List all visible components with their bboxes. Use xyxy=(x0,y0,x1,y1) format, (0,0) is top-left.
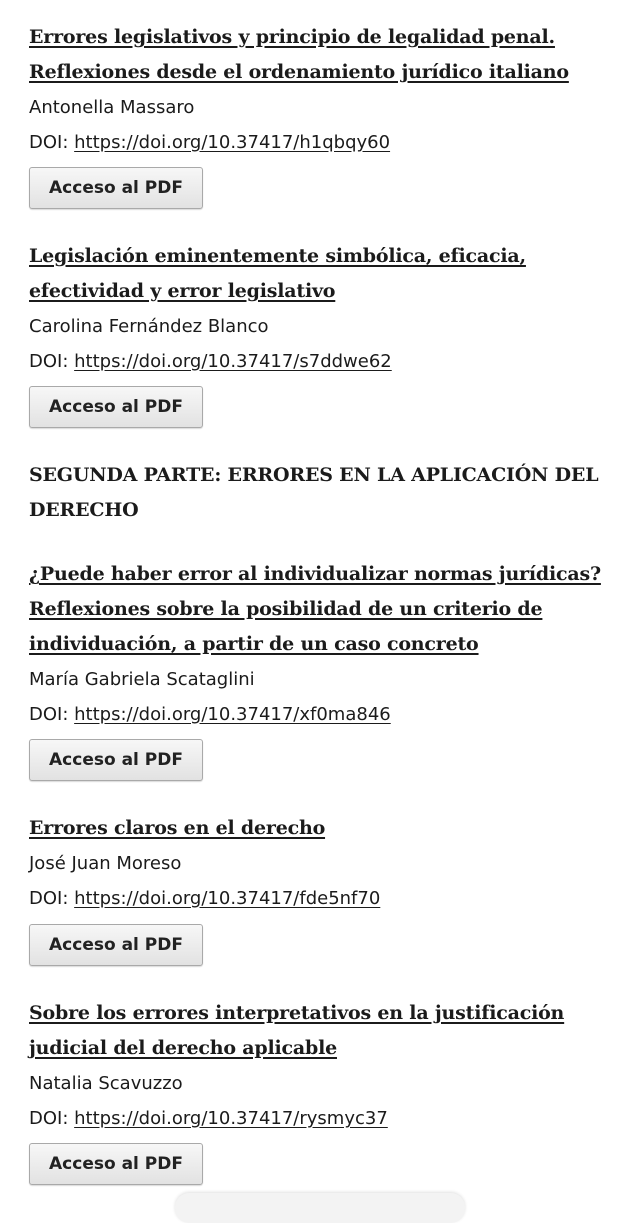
pdf-access-button[interactable]: Acceso al PDF xyxy=(29,1143,203,1185)
pdf-access-button[interactable]: Acceso al PDF xyxy=(29,924,203,966)
article-title-link[interactable]: Legislación eminentemente simbólica, eficacia, efectividad y error legislativo xyxy=(29,245,526,302)
browser-bottom-bar[interactable] xyxy=(175,1193,465,1223)
doi-line xyxy=(29,1101,609,1136)
pdf-access-button[interactable]: Acceso al PDF xyxy=(29,739,203,781)
doi-line xyxy=(29,881,609,916)
article-item xyxy=(29,557,609,732)
article-item xyxy=(29,20,609,160)
doi-link[interactable]: https://doi.org/10.37417/rysmyc37 xyxy=(74,1108,388,1129)
doi-link[interactable]: https://doi.org/10.37417/s7ddwe62 xyxy=(74,351,392,372)
article-title-link[interactable]: ¿Puede haber error al individualizar normas jurídicas? Reflexiones sobre la posibilidad de un criterio de individuación, a partir de un caso concreto xyxy=(29,563,601,655)
doi-label: DOI: xyxy=(29,351,69,372)
doi-label: DOI: xyxy=(29,1108,69,1129)
doi-link[interactable]: https://doi.org/10.37417/fde5nf70 xyxy=(74,888,381,909)
section-heading-block xyxy=(29,458,609,528)
pdf-access-button[interactable]: Acceso al PDF xyxy=(29,167,203,209)
doi-label: DOI: xyxy=(29,704,69,725)
doi-line xyxy=(29,125,609,160)
article-author: Natalia Scavuzzo xyxy=(29,1073,183,1094)
article-author: Carolina Fernández Blanco xyxy=(29,316,269,337)
article-title-link[interactable]: Sobre los errores interpretativos en la justificación judicial del derecho aplicable xyxy=(29,1002,565,1059)
article-title-link[interactable]: Errores legislativos y principio de legalidad penal. Reflexiones desde el ordenamiento jurídico italiano xyxy=(29,26,569,83)
pdf-access-button[interactable]: Acceso al PDF xyxy=(29,386,203,428)
article-author: María Gabriela Scataglini xyxy=(29,669,255,690)
doi-line xyxy=(29,344,609,379)
article-author: José Juan Moreso xyxy=(29,853,182,874)
doi-label: DOI: xyxy=(29,888,69,909)
doi-link[interactable]: https://doi.org/10.37417/xf0ma846 xyxy=(74,704,391,725)
doi-line xyxy=(29,697,609,732)
article-item xyxy=(29,811,609,916)
section-heading: SEGUNDA PARTE: ERRORES EN LA APLICACIÓN DEL DERECHO xyxy=(29,464,599,521)
article-author: Antonella Massaro xyxy=(29,97,195,118)
doi-label: DOI: xyxy=(29,132,69,153)
article-item xyxy=(29,239,609,379)
article-item xyxy=(29,996,609,1136)
article-title-link[interactable]: Errores claros en el derecho xyxy=(29,817,326,839)
doi-link[interactable]: https://doi.org/10.37417/h1qbqy60 xyxy=(74,132,391,153)
